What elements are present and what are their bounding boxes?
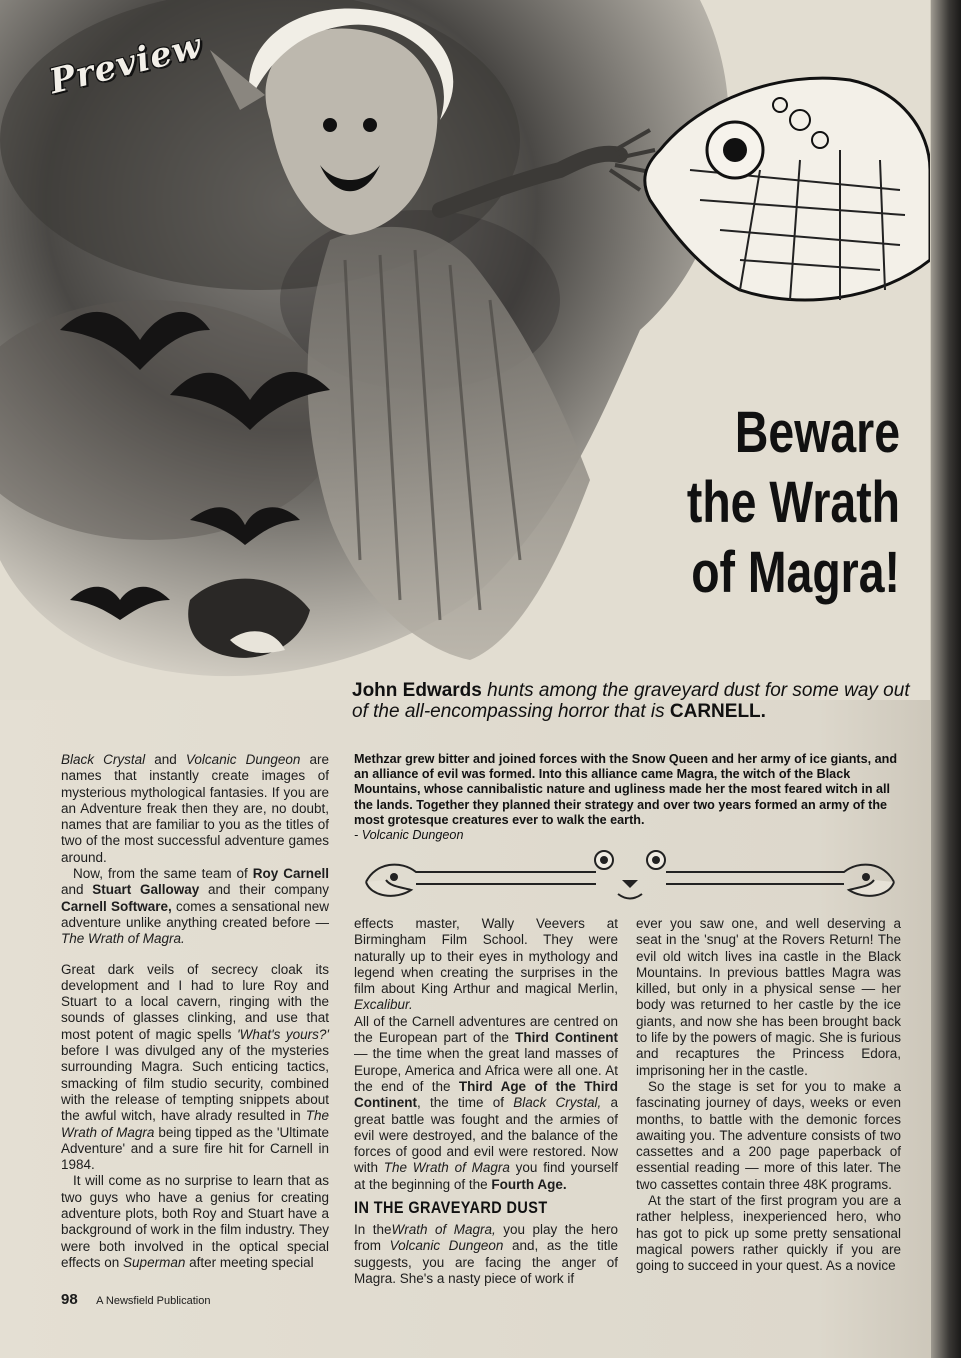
setting-name: Fourth Age. — [491, 1176, 567, 1192]
film-title: Excalibur. — [354, 997, 413, 1013]
text-run: All of the Carnell adventures are centred on the European part of the — [354, 1013, 618, 1046]
text-run: after meeting special — [185, 1254, 314, 1270]
text-run: you find yourself at the beginning of the — [354, 1160, 618, 1192]
paragraph: At the start of the first program you are a rather helpless, inexperienced hero, who has got to pick up some pretty sensational magical powers rather quickly if you are going to succeed in your quest. As a novice — [636, 1193, 901, 1274]
paragraph — [61, 866, 329, 947]
text-run: , the time of — [417, 1095, 514, 1111]
paragraph — [354, 1014, 618, 1193]
game-title: Volcanic Dungeon — [389, 1238, 504, 1254]
headline-line-2: the Wrath — [686, 470, 900, 535]
page-number: 98 — [61, 1291, 78, 1308]
paragraph — [61, 752, 329, 866]
paragraph: So the stage is set for you to make a fascinating journey of days, weeks or even months, to battle with the demonic forces awaiting you. The adventure consists of two cassettes and a 200 page paperback of essential reading — more of this later. The two cassettes contain three 48K programs. — [636, 1078, 901, 1192]
text-run: Great dark veils of secrecy cloak its development and I had to lure Roy and Stuart to a local cavern, ringing with the sounds of glasses clinking, and use that most potent of magic spells — [61, 961, 329, 1042]
text-run: and, as the title suggests, you are facing the anger of Magra. She's a nasty piece of work if — [354, 1238, 618, 1286]
game-title: Black Crystal, — [513, 1095, 602, 1111]
paragraph — [61, 962, 329, 1174]
article-headline — [660, 398, 900, 608]
film-title: Superman — [123, 1254, 186, 1270]
publisher-credit: A Newsfield Publication — [96, 1295, 211, 1307]
standfirst-text: hunts among the graveyard dust for some way out of the all-encompassing horror that is — [352, 680, 910, 722]
text-run: comes a sensational new adventure unlike anything created before — — [61, 898, 330, 930]
body-column-1 — [61, 752, 329, 1271]
quoted-phrase: 'What's yours?' — [237, 1026, 329, 1042]
game-title: Wrath of Magra, — [391, 1222, 496, 1237]
text-run: before I was divulged any of the mysteries surrounding Magra. Such enticing tactics, smacking of film studio security, combined with the release of tempting snippets about the awful witch, have alrady resulted in — [61, 1043, 329, 1124]
body-column-2-continued — [354, 1222, 618, 1287]
game-title: The Wrath of Magra — [61, 1108, 329, 1140]
section-subheading: IN THE GRAVEYARD DUST — [354, 1198, 548, 1217]
text-run: are names that instantly create images of mysterious mythological fantasies. If you are an Adventure freak then they are, no doubt, names that are familiar to you as the titles of two of the most successful adventure games around. — [61, 752, 330, 865]
body-column-2 — [354, 916, 618, 1193]
headline-line-3: of Magra! — [691, 540, 900, 605]
company-name: Carnell Software, — [61, 898, 172, 914]
game-title: The Wrath of Magra. — [61, 931, 185, 947]
text-run: It will come as no surprise to learn that as two guys who have a genius for creating adventure plots, both Roy and Stuart have a background of work in the film industry. They were both involved in the optical special effects on — [61, 1173, 329, 1270]
paragraph — [354, 1222, 618, 1287]
person-name: Roy Carnell — [252, 866, 329, 882]
text-run: and — [145, 752, 186, 767]
text-run: Now, from the same team of — [73, 866, 253, 882]
paragraph — [354, 916, 618, 1014]
text-run: being tipped as the 'Ultimate Adventure' and a sure fire hit for Carnell in 1984. — [61, 1124, 330, 1173]
text-run: — the time when the great land masses of Europe, America and Africa were all one. At the end of the — [354, 1046, 618, 1094]
game-title: The Wrath of Magra — [383, 1160, 510, 1176]
ornamental-divider — [356, 842, 904, 906]
body-column-3 — [636, 916, 901, 1275]
author-name: John Edwards — [352, 680, 482, 701]
paragraph — [61, 1173, 329, 1271]
standfirst — [352, 680, 912, 722]
preview-section-tag: Preview — [45, 25, 207, 103]
setting-name: Third Age of the Third Continent — [354, 1078, 618, 1111]
text-run: you play the hero from — [354, 1222, 619, 1254]
text-run: and their company — [199, 882, 329, 898]
quote-text: Methzar grew bitter and joined forces with the Snow Queen and her army of ice giants, and an alliance of evil was formed. Into this alliance came Magra, the witch of the Black Mountains, whose cannibalistic nature and ugliness made her the most feared witch in all the lands. Together they planned their strategy and over two years formed an army of the most grotesque creatures ever to walk the earth. — [354, 752, 898, 827]
setting-name: Third Continent — [515, 1030, 618, 1046]
text-run: effects master, Wally Veevers at Birmingham Film School. They were naturally up to their eyes in mythology and legend when creating the surprises in the film about King Arthur and magical Merlin, — [354, 916, 618, 997]
game-title: Black Crystal — [61, 752, 146, 767]
page-binding-edge — [931, 0, 961, 1358]
text-run: and — [61, 882, 93, 898]
headline-line-1: Beware — [734, 400, 900, 465]
company-name: CARNELL. — [669, 701, 766, 722]
quote-source: - Volcanic Dungeon — [354, 828, 464, 843]
paragraph: ever you saw one, and well deserving a seat in the 'snug' at the Rovers Return! The evil old witch lives ina castle in the Black Mountains. In previous battles Magra was killed, but only in a physical sense — her body was returned to her castle by the ice giants, and now she has been brought back to life by the powers of magic. She is furious and recaptures the Princess Edora, imprisoning her in the castle. — [636, 916, 901, 1078]
person-name: Stuart Galloway — [92, 882, 200, 898]
text-run: In the — [354, 1222, 392, 1237]
page-footer — [61, 1291, 461, 1311]
pull-quote — [354, 752, 902, 843]
text-run: a great battle was fought and the armies of evil were destroyed, and the balance of the forces of good and evil were restored. Now with — [354, 1095, 618, 1176]
game-title: Volcanic Dungeon — [185, 752, 301, 767]
